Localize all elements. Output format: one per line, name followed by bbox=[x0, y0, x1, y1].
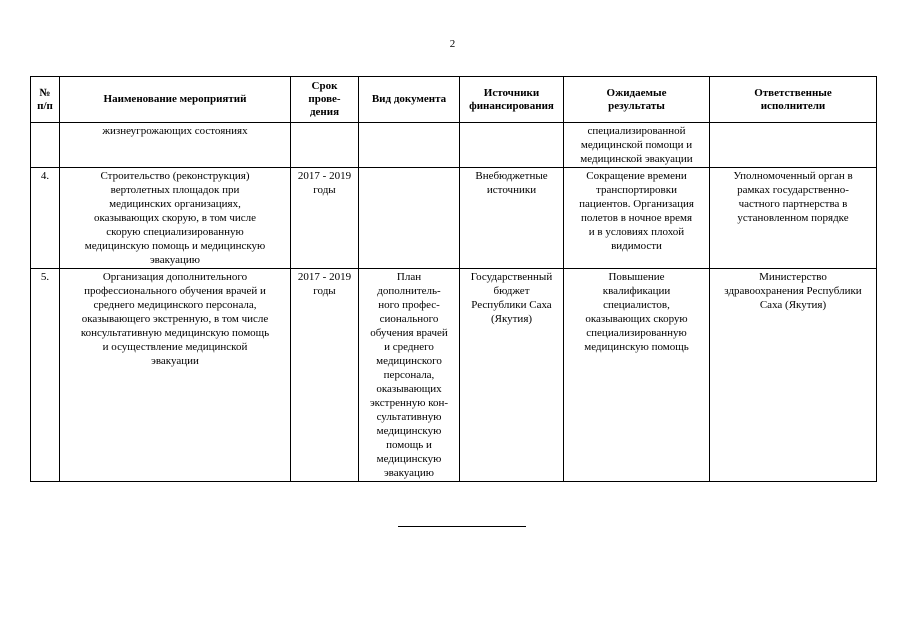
row-source: Государственный бюджет Республики Саха (Якутия) bbox=[460, 269, 564, 482]
closing-rule bbox=[398, 526, 526, 527]
header-name: Наименование мероприятий bbox=[60, 77, 291, 123]
row-results: специализированной медицинской помощи и медицинской эвакуации bbox=[564, 123, 710, 168]
row-name: Строительство (реконструкция) вертолетных площадок при медицинских организациях, оказывающих скорую, в том числе скорую специализированную медицинскую помощь и медицинскую эвакуацию bbox=[60, 168, 291, 269]
row-doc: План дополнитель- ного профес- сионального обучения врачей и среднего медицинского персонала, оказывающих экстренную кон- сультативную медицинскую помощь и медицинскую эвакуацию bbox=[359, 269, 460, 482]
row-doc bbox=[359, 123, 460, 168]
header-results: Ожидаемые результаты bbox=[564, 77, 710, 123]
header-term: Срок прове- дения bbox=[291, 77, 359, 123]
row-responsible: Уполномоченный орган в рамках государственно- частного партнерства в установленном порядке bbox=[710, 168, 877, 269]
row-source bbox=[460, 123, 564, 168]
header-num: № п/п bbox=[31, 77, 60, 123]
row-term bbox=[291, 123, 359, 168]
measures-table bbox=[30, 76, 877, 482]
row-responsible bbox=[710, 123, 877, 168]
row-name: жизнеугрожающих состояниях bbox=[60, 123, 291, 168]
row-num bbox=[31, 123, 60, 168]
table-row bbox=[31, 269, 877, 482]
header-doc: Вид документа bbox=[359, 77, 460, 123]
row-responsible: Министерство здравоохранения Республики Саха (Якутия) bbox=[710, 269, 877, 482]
row-results: Сокращение времени транспортировки пациентов. Организация полетов в ночное время и в условиях плохой видимости bbox=[564, 168, 710, 269]
row-num: 4. bbox=[31, 168, 60, 269]
table-row bbox=[31, 168, 877, 269]
header-responsible: Ответственные исполнители bbox=[710, 77, 877, 123]
row-term: 2017 - 2019 годы bbox=[291, 269, 359, 482]
header-source: Источники финансирования bbox=[460, 77, 564, 123]
row-name: Организация дополнительного профессионального обучения врачей и среднего медицинского персонала, оказывающего экстренную, в том числе консультативную медицинскую помощь и осуществление медицинской эвакуации bbox=[60, 269, 291, 482]
page-number: 2 bbox=[449, 38, 456, 50]
row-results: Повышение квалификации специалистов, оказывающих скорую специализированную медицинскую помощь bbox=[564, 269, 710, 482]
row-source: Внебюджетные источники bbox=[460, 168, 564, 269]
row-doc bbox=[359, 168, 460, 269]
table-row bbox=[31, 123, 877, 168]
table-header-row bbox=[31, 77, 877, 123]
row-num: 5. bbox=[31, 269, 60, 482]
row-term: 2017 - 2019 годы bbox=[291, 168, 359, 269]
